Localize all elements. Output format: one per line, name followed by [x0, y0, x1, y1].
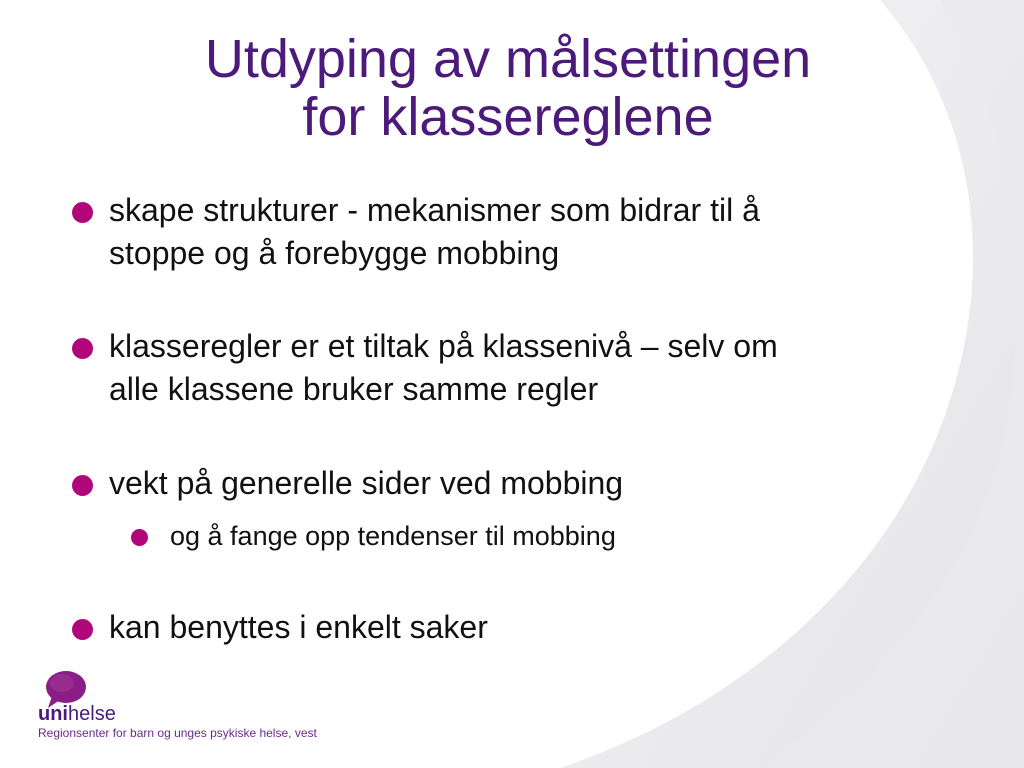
logo-wordmark-helse: helse: [68, 703, 116, 725]
bullet-item-1-line-1: skape strukturer - mekanismer som bidrar til å: [109, 192, 760, 228]
bullet-dot-icon: [72, 475, 93, 496]
logo-wordmark-uni: uni: [38, 703, 68, 725]
bullet-item-4-line-1: kan benyttes i enkelt saker: [109, 609, 488, 645]
bullet-dot-icon: [72, 619, 93, 640]
logo-wordmark: [38, 703, 116, 725]
logo-tagline: Regionsenter for barn og unges psykiske helse, vest: [38, 726, 317, 740]
bullet-item-3-line-1: vekt på generelle sider ved mobbing: [109, 465, 624, 501]
bullet-item-1-line-2: stoppe og å forebygge mobbing: [109, 235, 560, 271]
bullet-item-1: [109, 189, 969, 275]
bullet-dot-icon: [72, 202, 93, 223]
bullet-item-3: [109, 462, 969, 505]
bullet-item-2-line-2: alle klassene bruker samme regler: [109, 371, 599, 407]
unihelse-logo: [38, 670, 358, 742]
bullet-item-2-line-1: klasseregler er et tiltak på klassenivå – selv om: [109, 328, 778, 364]
bullet-dot-icon: [72, 338, 93, 359]
sub-bullet-item-1-text: og å fange opp tendenser til mobbing: [170, 521, 616, 551]
slide-title-line-2: for klassereglene: [302, 87, 714, 147]
slide-title-line-1: Utdyping av målsettingen: [204, 29, 812, 89]
bullet-item-2: [109, 325, 969, 411]
bullet-item-4: [109, 606, 969, 649]
sub-bullet-dot-icon: [131, 529, 148, 546]
sub-bullet-item-1: [170, 520, 870, 552]
